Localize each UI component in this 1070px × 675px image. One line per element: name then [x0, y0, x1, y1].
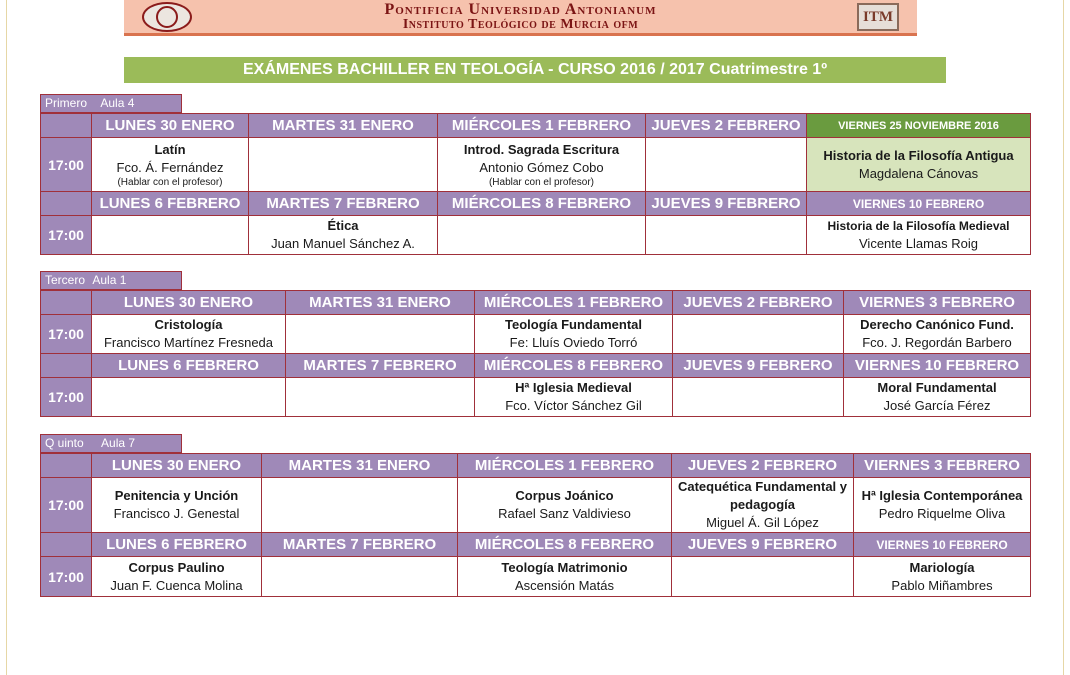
exam-subject: Mariología	[909, 559, 975, 575]
day-header: JUEVES 2 FEBRERO	[673, 291, 844, 315]
day-header: JUEVES 9 FEBRERO	[673, 354, 844, 378]
day-header-row	[41, 354, 1031, 378]
exam-row	[41, 478, 1031, 533]
exam-cell-empty	[286, 378, 475, 417]
day-header: MARTES 31 ENERO	[286, 291, 475, 315]
day-header: LUNES 6 FEBRERO	[92, 354, 286, 378]
exam-cell-empty	[672, 557, 854, 597]
institute-emblem-icon: ITM	[857, 3, 899, 31]
exam-cell	[249, 216, 438, 255]
day-header: MARTES 7 FEBRERO	[286, 354, 475, 378]
day-header: MIÉRCOLES 8 FEBRERO	[458, 533, 672, 557]
exam-cell	[92, 138, 249, 192]
day-header: LUNES 30 ENERO	[92, 454, 262, 478]
schedule-table-quinto	[40, 453, 1031, 597]
exam-cell	[854, 557, 1031, 597]
exam-subject: Derecho Canónico Fund.	[860, 317, 1014, 332]
exam-subject: Teología Matrimonio	[501, 559, 628, 575]
exam-professor: Miguel Á. Gil López	[706, 515, 819, 530]
day-header: MIÉRCOLES 1 FEBRERO	[475, 291, 673, 315]
corner-cell	[41, 454, 92, 478]
exam-subject: Historia de la Filosofía Antigua	[823, 147, 1014, 163]
day-header: MIÉRCOLES 8 FEBRERO	[475, 354, 673, 378]
day-header: MARTES 7 FEBRERO	[262, 533, 458, 557]
schedule-table-primero	[40, 113, 1031, 255]
exam-subject: Penitencia y Unción	[114, 488, 239, 503]
exam-professor: Fco. Á. Fernández	[116, 159, 224, 175]
corner-cell	[41, 354, 92, 378]
exam-cell-empty	[438, 216, 646, 255]
day-header: JUEVES 9 FEBRERO	[646, 192, 807, 216]
schedule-table-tercero	[40, 290, 1031, 417]
corner-cell	[41, 291, 92, 315]
day-header: VIERNES 3 FEBRERO	[854, 454, 1031, 478]
aula-name: Aula 1	[92, 273, 127, 287]
exam-subject: Latín	[154, 141, 186, 157]
exam-cell	[458, 478, 672, 533]
exam-cell-empty	[92, 378, 286, 417]
exam-cell	[92, 478, 262, 533]
day-header: VIERNES 10 FEBRERO	[844, 354, 1031, 378]
exam-professor: José García Férez	[883, 398, 991, 413]
exam-subject: Hª Iglesia Medieval	[515, 380, 632, 395]
exam-cell	[92, 557, 262, 597]
exam-cell	[672, 478, 854, 533]
day-header: JUEVES 2 FEBRERO	[672, 454, 854, 478]
exam-professor: Fco. J. Regordán Barbero	[862, 335, 1012, 350]
time-cell: 17:00	[41, 378, 92, 417]
time-cell: 17:00	[41, 557, 92, 597]
exam-professor: Francisco Martínez Fresneda	[103, 335, 274, 350]
exam-cell-empty	[673, 315, 844, 354]
exam-professor: Juan F. Cuenca Molina	[110, 577, 243, 593]
course-name: Primero	[45, 96, 88, 110]
corner-cell	[41, 533, 92, 557]
exam-professor: Francisco J. Genestal	[113, 506, 240, 521]
aula-name: Aula 7	[101, 436, 136, 450]
exam-cell	[438, 138, 646, 192]
day-header: VIERNES 10 FEBRERO	[854, 533, 1031, 557]
day-header: MIÉRCOLES 1 FEBRERO	[458, 454, 672, 478]
exam-row	[41, 557, 1031, 597]
day-header-row	[41, 291, 1031, 315]
day-header-row	[41, 192, 1031, 216]
day-header: MARTES 31 ENERO	[249, 114, 438, 138]
day-header: JUEVES 9 FEBRERO	[672, 533, 854, 557]
day-header-row	[41, 454, 1031, 478]
exam-professor: Pedro Riquelme Oliva	[878, 506, 1006, 521]
exam-cell	[458, 557, 672, 597]
section-label-primero	[40, 94, 182, 113]
exam-subject: Historia de la Filosofía Medieval	[827, 219, 1010, 233]
day-header-row	[41, 533, 1031, 557]
day-header: LUNES 30 ENERO	[92, 291, 286, 315]
corner-cell	[41, 114, 92, 138]
course-name: Q uinto	[45, 436, 84, 450]
exam-cell	[844, 378, 1031, 417]
exam-professor: Juan Manuel Sánchez A.	[271, 236, 415, 251]
exam-cell	[854, 478, 1031, 533]
exam-row	[41, 315, 1031, 354]
day-header: LUNES 6 FEBRERO	[92, 192, 249, 216]
exam-cell-empty	[646, 138, 807, 192]
time-cell: 17:00	[41, 478, 92, 533]
exam-note: (Hablar con el profesor)	[117, 176, 223, 188]
exam-cell-empty	[262, 478, 458, 533]
exam-row	[41, 138, 1031, 192]
exam-note: (Hablar con el profesor)	[488, 176, 595, 188]
university-header	[124, 0, 917, 36]
exam-professor: Antonio Gómez Cobo	[479, 159, 604, 175]
exam-subject: Hª Iglesia Contemporánea	[861, 488, 1023, 503]
time-cell: 17:00	[41, 138, 92, 192]
exam-professor: Magdalena Cánovas	[858, 165, 979, 181]
course-name: Tercero	[45, 273, 86, 287]
exam-subject: Introd. Sagrada Escritura	[463, 141, 620, 157]
exam-cell	[475, 378, 673, 417]
day-header: LUNES 6 FEBRERO	[92, 533, 262, 557]
section-label-quinto	[40, 434, 182, 453]
day-header: VIERNES 3 FEBRERO	[844, 291, 1031, 315]
exam-professor: Fe: Lluís Oviedo Torró	[509, 335, 638, 350]
exam-subject: Corpus Joánico	[515, 488, 614, 503]
day-header: MIÉRCOLES 8 FEBRERO	[438, 192, 646, 216]
corner-cell	[41, 192, 92, 216]
exam-row	[41, 216, 1031, 255]
exam-subject: Cristología	[154, 317, 223, 332]
day-header: VIERNES 25 NOVIEMBRE 2016	[807, 114, 1031, 138]
exam-cell	[92, 315, 286, 354]
day-header: JUEVES 2 FEBRERO	[646, 114, 807, 138]
exam-subject: Moral Fundamental	[877, 380, 997, 395]
exam-row	[41, 378, 1031, 417]
exam-cell-empty	[646, 216, 807, 255]
day-header: MIÉRCOLES 1 FEBRERO	[438, 114, 646, 138]
university-seal-icon	[142, 2, 192, 32]
day-header-row	[41, 114, 1031, 138]
page-title: EXÁMENES BACHILLER EN TEOLOGÍA - CURSO 2016 / 2017 Cuatrimestre 1º	[124, 57, 946, 83]
exam-cell	[807, 216, 1031, 255]
exam-cell	[844, 315, 1031, 354]
aula-name: Aula 4	[100, 96, 135, 110]
exam-subject: Teología Fundamental	[505, 317, 642, 332]
exam-professor: Vicente Llamas Roig	[859, 236, 978, 251]
exam-professor: Pablo Miñambres	[891, 577, 993, 593]
header-university-name: Pontificia Universidad Antonianum	[384, 0, 657, 18]
exam-subject: Corpus Paulino	[128, 559, 225, 575]
exam-professor: Ascensión Matás	[515, 577, 614, 593]
header-institute-name: Instituto Teológico de Murcia ofm	[402, 16, 639, 32]
day-header: MARTES 31 ENERO	[262, 454, 458, 478]
header-text	[384, 2, 656, 32]
exam-professor: Fco. Víctor Sánchez Gil	[505, 398, 642, 413]
exam-cell-empty	[249, 138, 438, 192]
exam-subject: Ética	[327, 218, 359, 233]
time-cell: 17:00	[41, 315, 92, 354]
exam-cell	[807, 138, 1031, 192]
time-cell: 17:00	[41, 216, 92, 255]
section-label-tercero	[40, 271, 182, 290]
day-header: MARTES 7 FEBRERO	[249, 192, 438, 216]
exam-cell-empty	[673, 378, 844, 417]
day-header: VIERNES 10 FEBRERO	[807, 192, 1031, 216]
exam-cell-empty	[286, 315, 475, 354]
exam-professor: Rafael Sanz Valdivieso	[498, 506, 631, 521]
exam-cell-empty	[262, 557, 458, 597]
exam-cell	[475, 315, 673, 354]
day-header: LUNES 30 ENERO	[92, 114, 249, 138]
exam-subject: Catequética Fundamental y pedagogía	[677, 479, 848, 512]
exam-cell-empty	[92, 216, 249, 255]
